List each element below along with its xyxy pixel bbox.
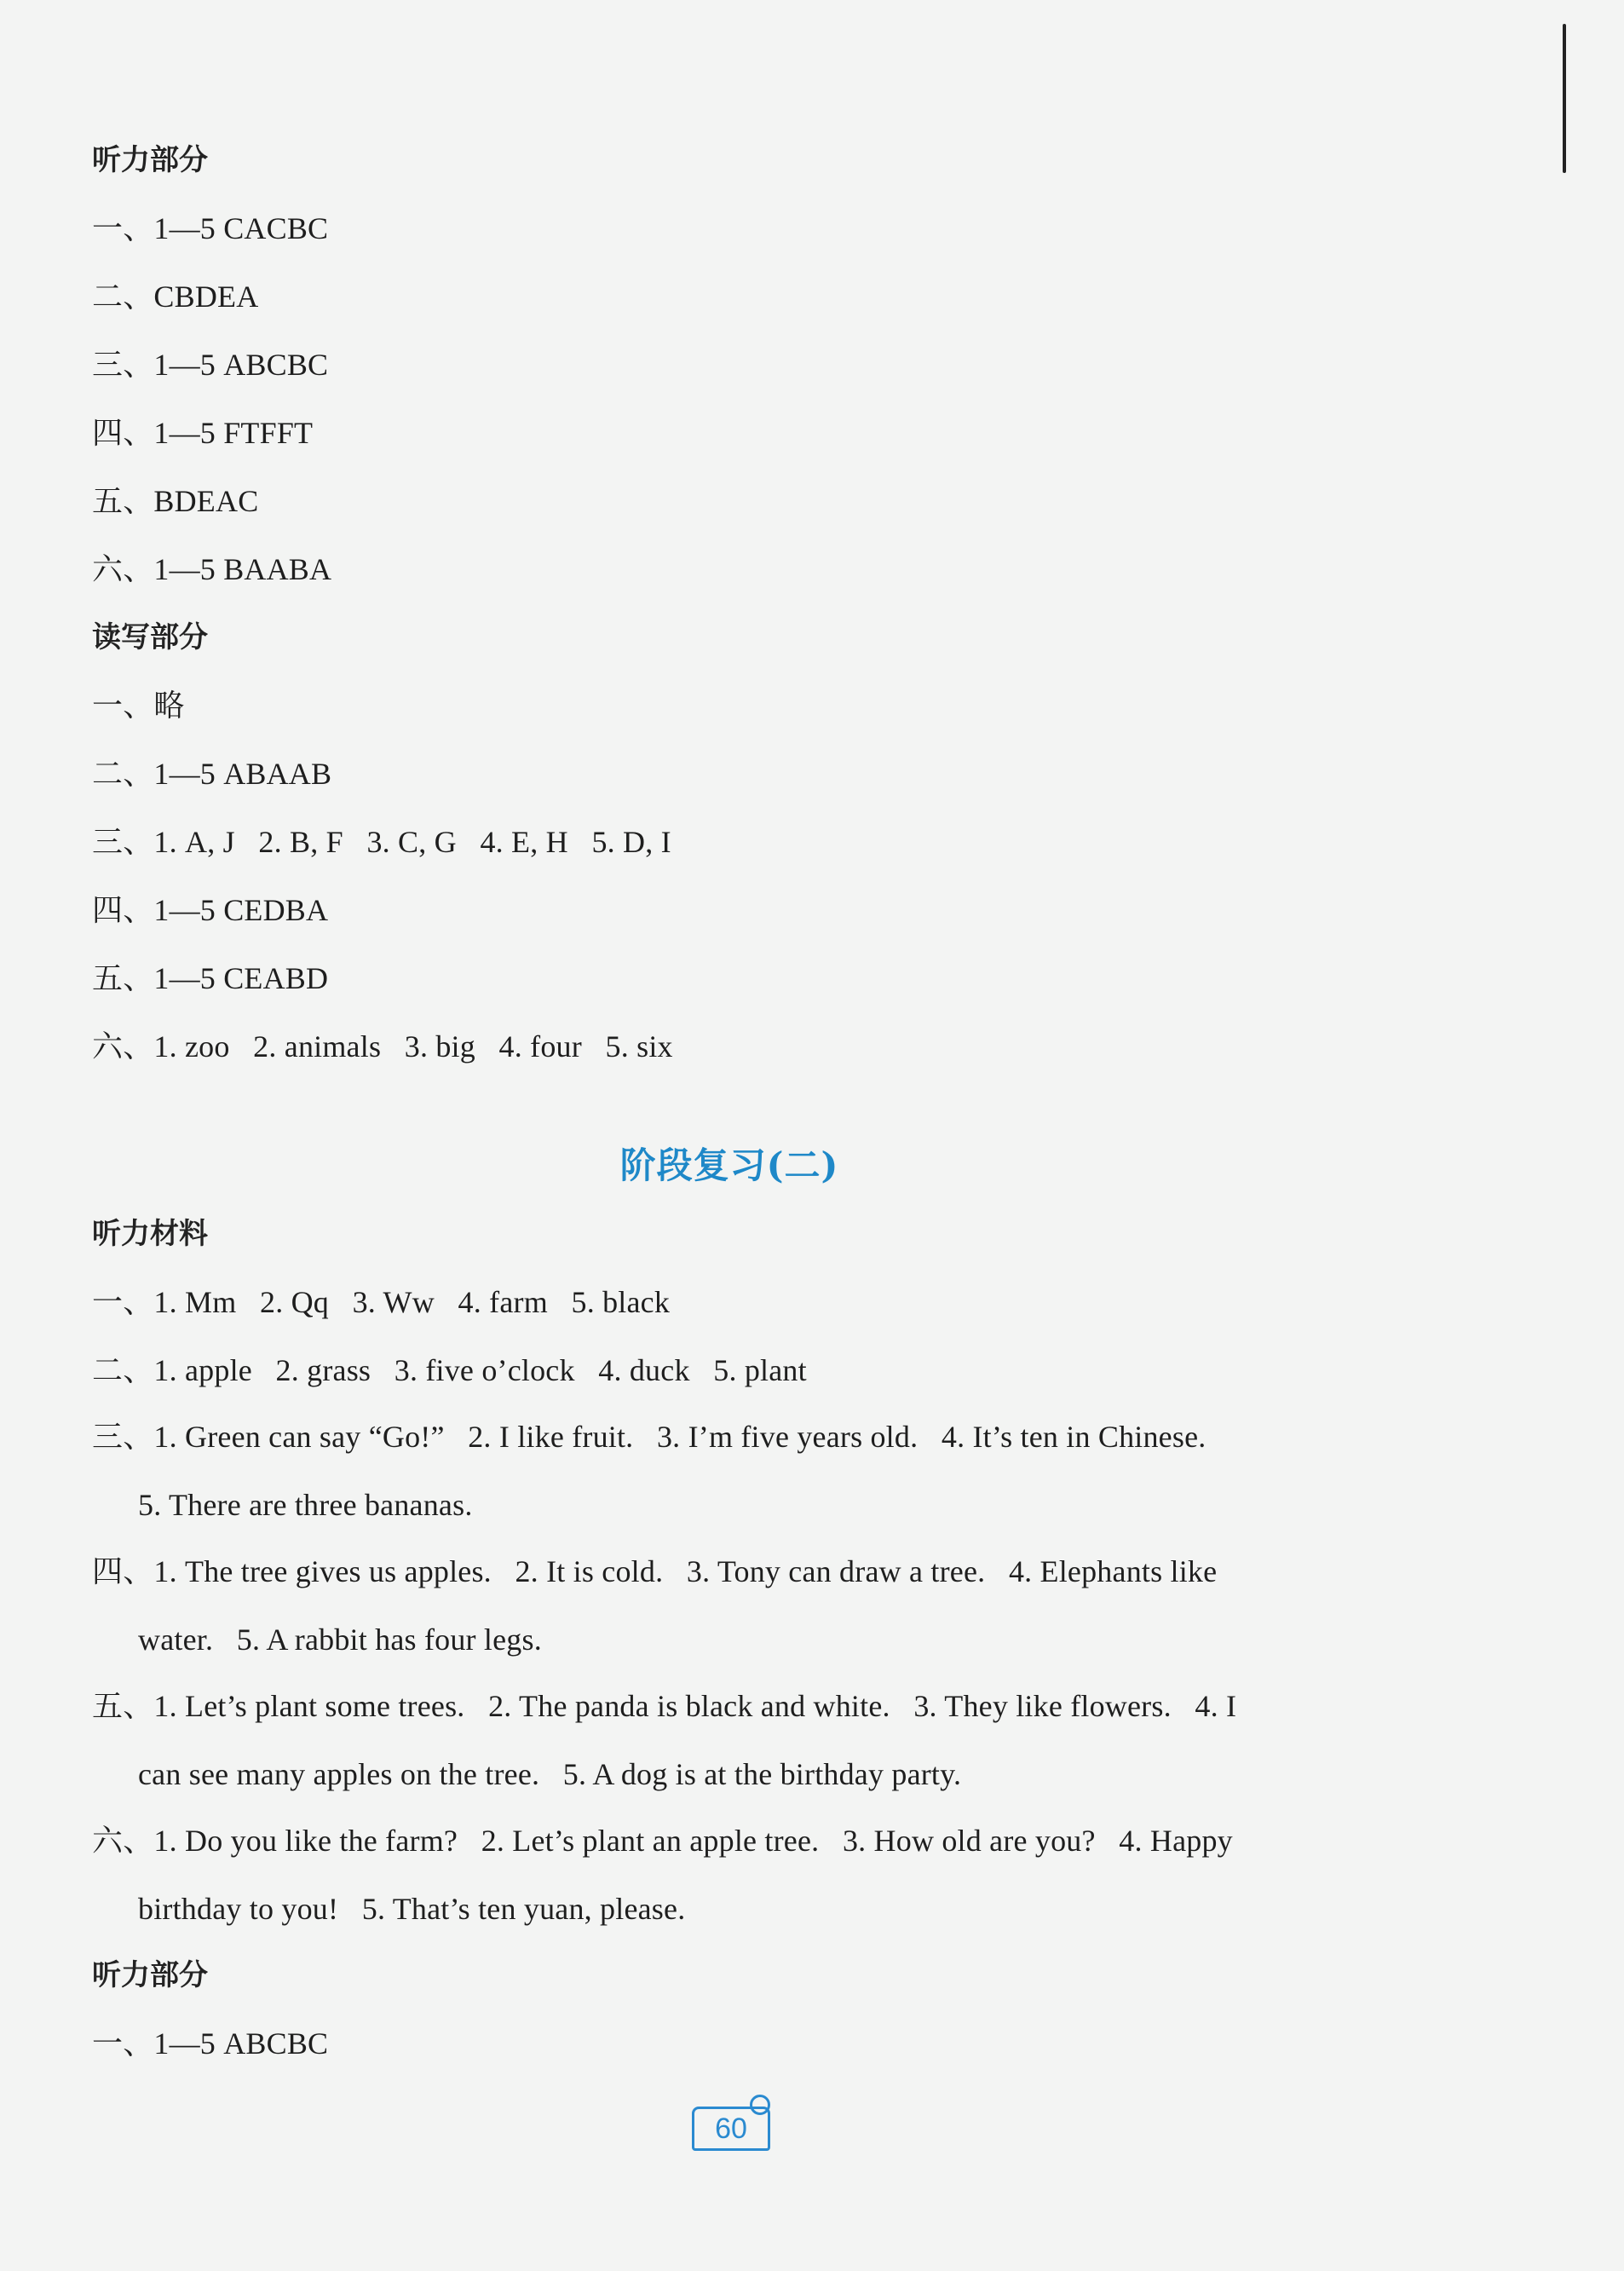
material-line: 二、1. apple 2. grass 3. five o’clock 4. duck 5. plant: [92, 1353, 807, 1387]
answer-line: 三、1—5 ABCBC: [92, 348, 329, 382]
material-line: 5. There are three bananas.: [138, 1488, 473, 1522]
material-line: 四、1. The tree gives us apples. 2. It is cold. 3. Tony can draw a tree. 4. Elephants like: [92, 1554, 1218, 1588]
material-line: water. 5. A rabbit has four legs.: [138, 1623, 542, 1657]
answer-line: 五、BDEAC: [92, 484, 259, 518]
material-line: 一、1. Mm 2. Qq 3. Ww 4. farm 5. black: [92, 1285, 671, 1319]
answer-line: 六、1—5 BAABA: [92, 552, 332, 586]
listening-part-heading: 听力部分: [92, 143, 208, 177]
page-number: 60: [692, 2107, 770, 2151]
material-line: birthday to you! 5. That’s ten yuan, please.: [138, 1892, 686, 1926]
answer-line: 一、略: [92, 689, 185, 723]
material-line: 三、1. Green can say “Go!” 2. I like fruit. 3. I’m five years old. 4. It’s ten in Chinese.: [92, 1420, 1206, 1454]
page-edge-line: [1563, 24, 1566, 173]
answer-line: 一、1—5 CACBC: [92, 211, 329, 245]
answer-line: 四、1—5 CEDBA: [92, 893, 329, 927]
answer-line: 二、1—5 ABAAB: [92, 757, 332, 791]
answer-line: 五、1—5 CEABD: [92, 961, 329, 995]
reading-writing-heading: 读写部分: [92, 620, 208, 654]
answer-line: 三、1. A, J 2. B, F 3. C, G 4. E, H 5. D, I: [92, 825, 671, 859]
answer-line: 一、1—5 ABCBC: [92, 2026, 329, 2061]
listening-materials-heading: 听力材料: [92, 1217, 208, 1251]
answer-line: 二、CBDEA: [92, 280, 259, 314]
material-line: 六、1. Do you like the farm? 2. Let’s plant an apple tree. 3. How old are you? 4. Happy: [92, 1824, 1233, 1858]
answer-line: 四、1—5 FTFFT: [92, 416, 314, 450]
material-line: can see many apples on the tree. 5. A dog is at the birthday party.: [138, 1757, 962, 1791]
section-title: 阶段复习(二): [619, 1144, 839, 1186]
material-line: 五、1. Let’s plant some trees. 2. The panda is black and white. 3. They like flowers. 4. I: [92, 1689, 1237, 1723]
answer-line: 六、1. zoo 2. animals 3. big 4. four 5. six: [92, 1029, 673, 1063]
listening-part-heading-2: 听力部分: [92, 1958, 208, 1992]
